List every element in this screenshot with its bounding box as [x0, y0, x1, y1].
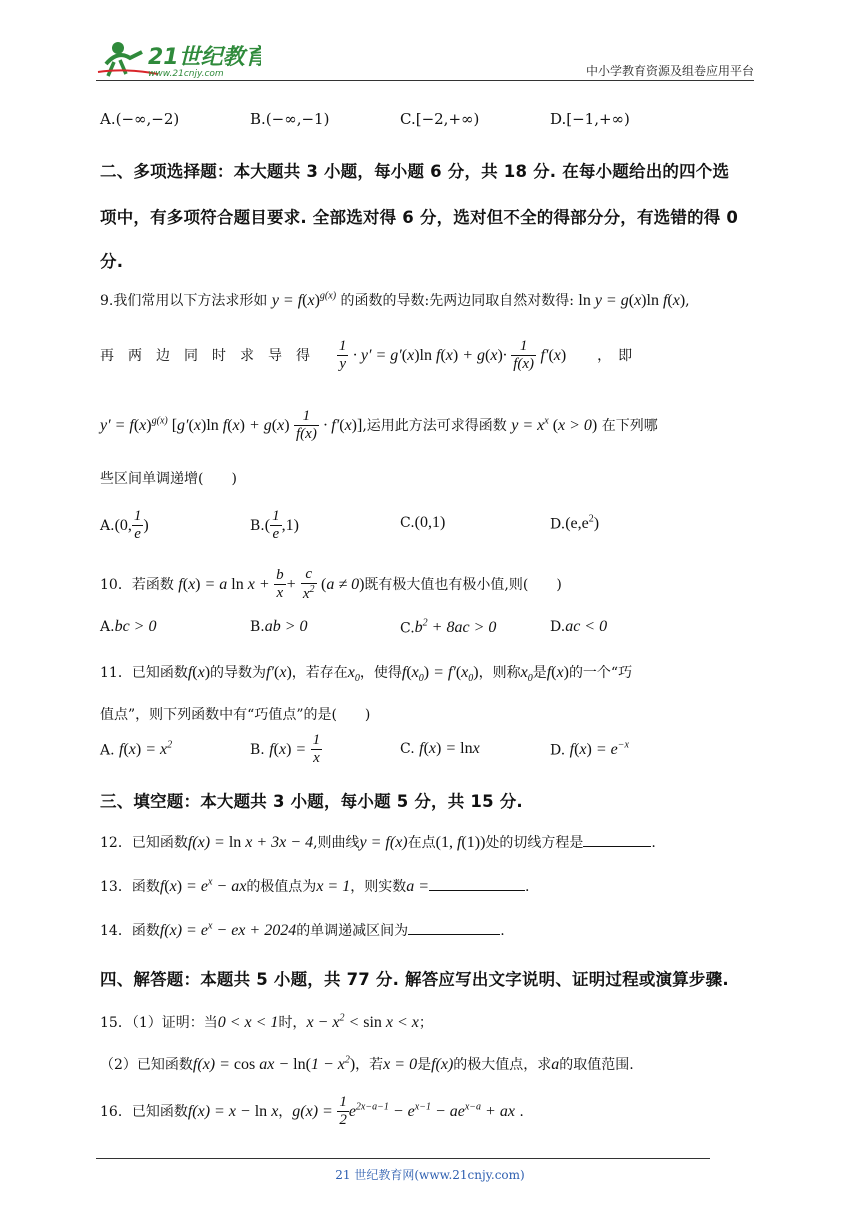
- section-4-heading: 四、解答题：本题共 5 小题，共 77 分. 解答应写出文字说明、证明过程或演算步骤.: [100, 970, 729, 989]
- question-11-line1: 11．已知函数f(x)的导数为f′(x)，若存在$x_0$，使得$f(x_0) = f'(x_0)$，则称$x_0$是f(x)的一个“巧: [100, 664, 633, 685]
- question-12: 12．已知函数f(x) = ln x + 3x − 4,则曲线y = f(x)在点(1, f(1))处的切线方程是 .: [100, 834, 656, 851]
- question-13: 13．函数$f(x) = e^x$ − ax的极值点为x = 1，则实数a = .: [100, 876, 530, 895]
- q11-option-d: D. $f(x) = e^{-x}$: [550, 740, 629, 759]
- q9-option-a: A.(0, $\frac{1}{e}$ ): [100, 508, 149, 543]
- q8-option-b: B.(−∞,−1): [250, 110, 330, 128]
- q11-option-b: B. f(x) = $\frac{1}{x}$: [250, 732, 321, 767]
- question-16: 16．已知函数f(x) = x − ln x，g(x) = $\frac{1}{2}$ $e^{2x-a-1} - e^{x-1} - ae^{x-a}$ + ax .: [100, 1094, 524, 1129]
- q10-option-d: D.ac < 0: [550, 618, 608, 635]
- site-logo: [96, 38, 261, 80]
- q9-text-2: 的函数的导数:先两边同取自然对数得:: [340, 293, 574, 309]
- footer-divider: [96, 1158, 710, 1159]
- question-11-line2: 值点”，则下列函数中有“巧值点”的是( ): [100, 707, 371, 723]
- section-2-heading-line3: 分.: [100, 252, 124, 271]
- q9-formula-power: $y = f(x)^{g(x)}$: [271, 290, 337, 309]
- q9-text-3: 再 两 边 同 时 求 导 得: [100, 347, 310, 364]
- q11-option-a: A. $f(x) = x^2$: [100, 740, 173, 759]
- platform-name: 中小学教育资源及组卷应用平台: [585, 64, 754, 78]
- q9-text-6: 在下列哪: [601, 417, 658, 434]
- question-9-line3: $y' = f(x)^{g(x)}$ [g′(x)ln f(x) + g(x) $\frac{1}{f(x)}$ · f′(x)],运用此方法可求得函数 $y = x^x$ (x > 0) 在下列哪: [100, 408, 658, 443]
- q12-answer-blank[interactable]: [583, 846, 651, 847]
- q9-text-5: ,运用此方法可求得函数: [362, 417, 507, 434]
- q11-option-c: C. f(x) = lnx: [400, 740, 480, 757]
- question-9-line1: 9.我们常用以下方法求形如 $y = f(x)^{g(x)}$ 的函数的导数:先两边同取自然对数得: ln y = g(x)ln f(x),: [100, 290, 690, 309]
- header-divider: [96, 80, 754, 81]
- q10-option-c: $C.b^2 + 8ac > 0$: [400, 618, 497, 637]
- q10-option-a: A.bc > 0: [100, 618, 157, 635]
- section-3-heading: 三、填空题：本大题共 3 小题，每小题 5 分，共 15 分.: [100, 792, 523, 811]
- q8-option-a: A.(−∞,−2): [100, 110, 180, 128]
- question-15-part2: （2）已知函数f(x) = cos ax − $\ln(1 - x^2)$，若x = 0是f(x)的极大值点，求a的取值范围.: [100, 1054, 634, 1073]
- section-2-heading-line2: 项中，有多项符合题目要求. 全部选对得 6 分，选对但不全的得部分分，有选错的得 0: [100, 208, 739, 227]
- section-2-heading-line1: 二、多项选择题：本大题共 3 小题，每小题 6 分，共 18 分. 在每小题给出的四个选: [100, 162, 730, 181]
- question-15-part1: 15．（1）证明：当0 < x < 1时，$x - x^2 < \sin x < x$；: [100, 1012, 433, 1031]
- q13-answer-blank[interactable]: [429, 890, 525, 891]
- q8-option-c: C.[−2,+∞): [400, 110, 480, 128]
- question-9-line2: 再 两 边 同 时 求 导 得 $\frac{1}{y}$ · y′ = g′(x)ln f(x) + g(x)· $\frac{1}{f(x)}$ f′(x) ， 即: [100, 338, 633, 373]
- q8-option-d: D.[−1,+∞): [550, 110, 630, 128]
- q9-option-b: B.( $\frac{1}{e}$ ,1): [250, 508, 299, 543]
- question-10-stem: 10．若函数 f(x) = a ln x + $\frac{b}{x}$ + $\frac{c}{x^2}$ (a ≠ 0)既有极大值也有极小值,则( ): [100, 566, 562, 603]
- q9-option-c: C.(0,1): [400, 514, 446, 531]
- footer-source[interactable]: 21 世纪教育网(www.21cnjy.com): [335, 1168, 525, 1182]
- q9-option-d: $D.(e,e^2)$: [550, 514, 600, 533]
- q9-formula-log: ln y = g(x)ln f(x): [578, 292, 686, 309]
- question-14: 14．函数$f(x) = e^x$ − ex + 2024的单调递减区间为 .: [100, 920, 505, 939]
- q9-text-4: ， 即: [597, 347, 633, 364]
- svg-text:www.21cnjy.com: www.21cnjy.com: [148, 69, 224, 79]
- q14-answer-blank[interactable]: [408, 934, 500, 935]
- svg-text:21世纪教育: 21世纪教育: [148, 45, 261, 70]
- question-9-line4: 些区间单调递增( ): [100, 471, 237, 487]
- q9-text-1: 9.我们常用以下方法求形如: [100, 293, 268, 309]
- q10-option-b: B.ab > 0: [250, 618, 308, 635]
